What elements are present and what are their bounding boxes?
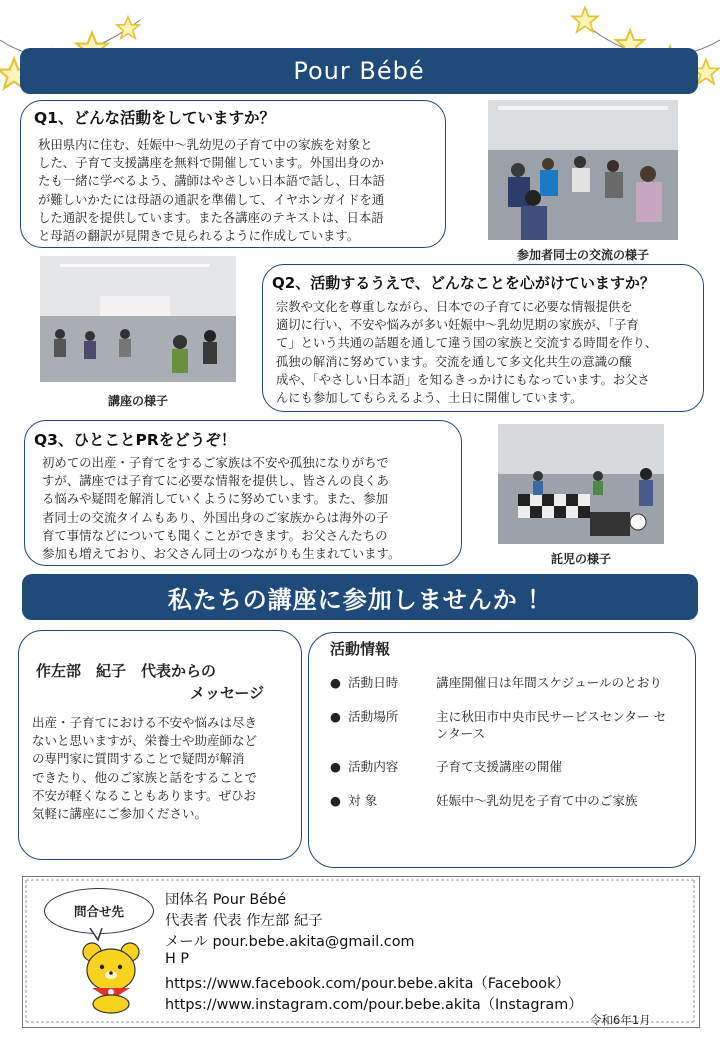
contact-badge-label: 問合せ先 bbox=[73, 904, 124, 919]
q2-line: 宗教や文化を尊重しながら、日本での子育てに必要な情報提供を bbox=[276, 300, 633, 314]
photo-childcare bbox=[498, 424, 664, 544]
bear-mascot-icon bbox=[78, 940, 144, 1014]
q1-line: した、子育て支援講座を無料で開催しています。外国出身のか bbox=[38, 155, 384, 171]
photo-lecture-image bbox=[40, 256, 236, 382]
activity-value: 子育て支援講座の開催 bbox=[436, 759, 562, 774]
message-line: ないと思いますが、栄養士や助産師など bbox=[32, 733, 258, 749]
q1-line: が難しいかたには母語の通訳を準備して、イヤホンガイドを通 bbox=[38, 191, 385, 207]
caption-lecture: 講座の様子 bbox=[107, 394, 168, 408]
contact-org-name: 団体名 Pour Bébé bbox=[165, 892, 287, 908]
contact-email: メール pour.bebe.akita@gmail.com bbox=[165, 934, 415, 950]
contact-hp-label: H P bbox=[165, 951, 190, 967]
q2-title: Q2、活動するうえで、どんなことを心がけていますか？ bbox=[272, 274, 655, 292]
activity-label: 活動場所 bbox=[348, 709, 399, 724]
message-line: 不安が軽くなることもあります。ぜひお bbox=[32, 787, 257, 803]
header-banner bbox=[20, 48, 698, 94]
cta-title: 私たちの講座に参加しませんか ！ bbox=[167, 585, 553, 614]
contact-facebook-link[interactable]: https://www.facebook.com/pour.bebe.akita（Facebook） bbox=[165, 976, 570, 992]
bullet-icon: ● bbox=[330, 709, 341, 724]
activity-title: 活動情報 bbox=[330, 640, 391, 658]
photo-participant-exchange-image bbox=[488, 100, 678, 240]
activity-box bbox=[308, 632, 696, 868]
q2-line: て」という共通の話題を通して違う国の家族と交流する時間を作り、 bbox=[276, 336, 658, 351]
photo-participant-exchange bbox=[488, 100, 678, 240]
activity-label: 対 象 bbox=[348, 793, 378, 808]
bullet-icon: ● bbox=[330, 793, 341, 808]
photo-childcare-image bbox=[498, 424, 664, 544]
q2-line: んにも参加してもらえるよう、土日に開催しています。 bbox=[276, 391, 583, 406]
bullet-icon: ● bbox=[330, 759, 341, 774]
q1-line: たも一緒に学べるよう、講師はやさしい日本語で話し、日本語 bbox=[38, 173, 385, 189]
q3-line: 育て事情などについても聞くことができます。お父さんたちの bbox=[42, 527, 388, 543]
q1-line: と母語の翻訳が見開きで見られるように作成しています。 bbox=[38, 228, 360, 244]
message-line: の専門家に質問することで疑問が解消 bbox=[32, 751, 245, 767]
contact-date: 令和6年1月 bbox=[590, 1013, 651, 1027]
q3-body bbox=[42, 454, 458, 563]
q3-line: 者同士の交流タイムもあり、外国出身のご家族からは海外の子 bbox=[42, 509, 389, 525]
q3-line: 参加も増えており、お父さん同士のつながりも生まれています。 bbox=[42, 546, 401, 562]
activity-value: 主に秋田市中央市民サービスセンター センタース bbox=[436, 709, 667, 741]
activity-value: 講座開催日は年間スケジュールのとおり bbox=[436, 675, 662, 690]
q2-line: 孤独の解消に努めています。交流を通して多文化共生の意識の醸 bbox=[276, 354, 632, 369]
message-line: できたり、他のご家族と話をすることで bbox=[32, 769, 258, 785]
message-line: 出産・子育てにおける不安や悩みは尽き bbox=[32, 715, 258, 730]
q1-line: した通訳を提供しています。また各講座のテキストは、日本語 bbox=[38, 209, 384, 225]
q3-line: る悩みや疑問を解消していくように努めています。また、参加 bbox=[42, 491, 388, 507]
q2-line: 成や、「やさしい日本語」を知るきっかけにもなっています。お父さ bbox=[276, 372, 650, 387]
activity-label: 活動日時 bbox=[348, 675, 399, 690]
message-body bbox=[32, 714, 296, 823]
q1-body bbox=[38, 136, 448, 245]
contact-representative: 代表者 代表 作左部 紀子 bbox=[165, 913, 323, 929]
cta-banner bbox=[22, 574, 698, 620]
bullet-icon: ● bbox=[330, 675, 341, 690]
q2-body bbox=[276, 298, 700, 407]
contact-instagram-link[interactable]: https://www.instagram.com/pour.bebe.akita（Instagram） bbox=[165, 997, 583, 1013]
q1-title: Q1、どんな活動をしていますか？ bbox=[34, 109, 275, 127]
caption-participant-exchange: 参加者同士の交流の様子 bbox=[516, 248, 649, 262]
activity-value: 妊娠中～乳幼児を子育て中のご家族 bbox=[436, 793, 638, 808]
q3-line: 初めての出産・子育てをするご家族は不安や孤独になりがちで bbox=[42, 455, 389, 470]
q3-title: Q3、ひとことPRをどうぞ！ bbox=[34, 431, 237, 449]
q2-line: 適切に行い、不安や悩みが多い妊娠中～乳幼児期の家族が、「子育 bbox=[276, 318, 639, 333]
message-title-line2: メッセージ bbox=[190, 684, 265, 702]
caption-childcare: 託児の様子 bbox=[550, 552, 611, 566]
photo-lecture bbox=[40, 256, 236, 382]
message-line: 気軽に講座にご参加ください。 bbox=[32, 806, 208, 822]
message-title-line1: 作左部 紀子 代表からの bbox=[36, 662, 217, 680]
activity-label: 活動内容 bbox=[348, 759, 399, 774]
q3-line: すが、講座では子育てに必要な情報を提供し、皆さんの良くあ bbox=[42, 473, 389, 489]
q1-line: 秋田県内に住む、妊娠中～乳幼児の子育て中の家族を対象と bbox=[38, 137, 373, 152]
header-title: Pour Bébé bbox=[293, 57, 425, 85]
